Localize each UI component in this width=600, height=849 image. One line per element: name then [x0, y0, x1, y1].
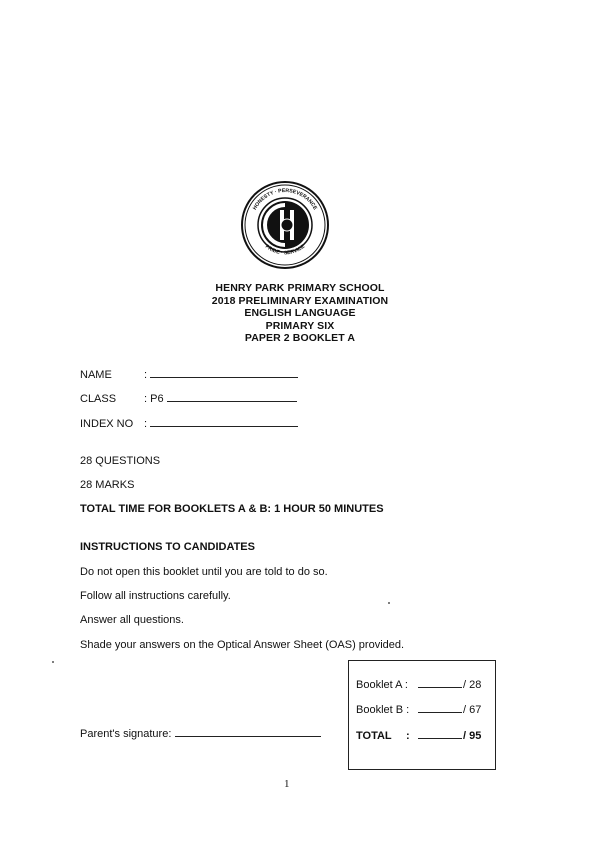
total-score-line[interactable]: [418, 738, 462, 739]
instruction-item: Do not open this booklet until you are told to do so.: [80, 566, 328, 578]
name-line[interactable]: [150, 377, 298, 378]
booklet-a-total: / 28: [463, 679, 482, 691]
parent-signature-field[interactable]: [80, 728, 321, 740]
name-colon: :: [144, 369, 148, 381]
subject-name: ENGLISH LANGUAGE: [244, 307, 356, 319]
class-line[interactable]: [167, 401, 297, 402]
index-colon: :: [144, 418, 148, 430]
total-time: TOTAL TIME FOR BOOKLETS A & B: 1 HOUR 50 MINUTES: [80, 503, 384, 515]
instruction-item: Follow all instructions carefully.: [80, 590, 231, 602]
booklet-a-label: Booklet A :: [356, 679, 408, 691]
total-row: [356, 730, 496, 742]
total-label: TOTAL: [356, 730, 392, 742]
page-number: 1: [284, 778, 290, 790]
school-name: HENRY PARK PRIMARY SCHOOL: [215, 282, 385, 294]
booklet-b-row: [356, 704, 496, 716]
questions-count: 28 QUESTIONS: [80, 455, 161, 467]
marks-box: [348, 660, 496, 770]
class-field[interactable]: [80, 393, 297, 405]
level-name: PRIMARY SIX: [265, 319, 335, 332]
name-field[interactable]: [80, 369, 298, 381]
parent-signature-label: Parent's signature:: [80, 728, 172, 740]
scan-speck: [388, 602, 390, 604]
booklet-a-score-line[interactable]: [418, 687, 462, 688]
crest-top-text: HONESTY · PERSEVERANCE: [252, 187, 318, 212]
school-crest-logo: [240, 180, 330, 270]
exam-name: 2018 PRELIMINARY EXAMINATION: [211, 294, 389, 307]
instructions-heading: INSTRUCTIONS TO CANDIDATES: [80, 541, 255, 553]
booklet-b-label: Booklet B :: [356, 704, 410, 716]
class-label: CLASS: [80, 393, 117, 405]
parent-signature-line[interactable]: [175, 736, 321, 737]
name-label: NAME: [80, 369, 112, 381]
index-label: INDEX NO: [80, 418, 134, 430]
instruction-item: Shade your answers on the Optical Answer Sheet (OAS) provided.: [80, 639, 405, 651]
instruction-item: Answer all questions.: [80, 614, 184, 626]
booklet-b-total: / 67: [463, 704, 482, 716]
class-colon: : P6: [144, 393, 164, 405]
index-line[interactable]: [150, 426, 298, 427]
paper-name: PAPER 2 BOOKLET A: [244, 332, 356, 344]
scan-speck: [52, 661, 54, 663]
crest-bottom-text: PRIDE · SERVICE: [263, 243, 307, 257]
total-colon: :: [406, 730, 410, 742]
booklet-a-row: [356, 679, 496, 691]
marks-count: 28 MARKS: [80, 479, 135, 491]
index-field[interactable]: [80, 418, 298, 430]
booklet-b-score-line[interactable]: [418, 712, 462, 713]
exam-title-block: [0, 282, 600, 345]
total-total: / 95: [463, 730, 482, 742]
